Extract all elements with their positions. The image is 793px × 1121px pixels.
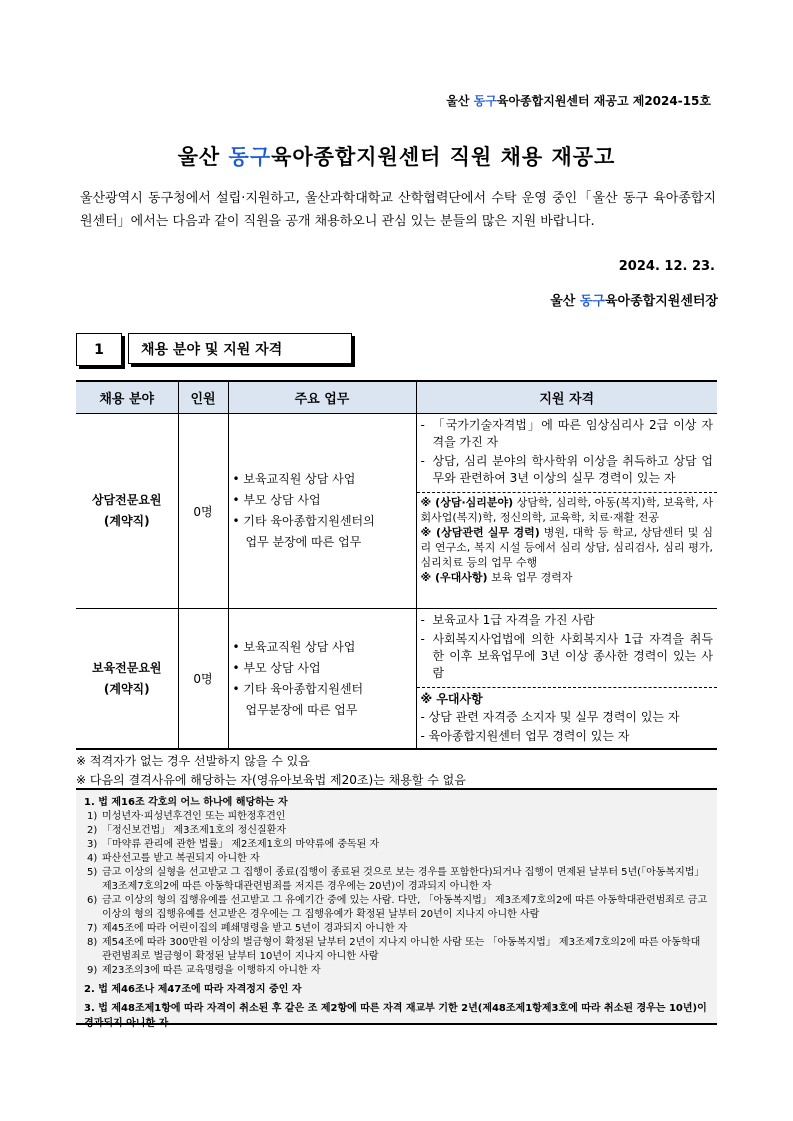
field-cell: 보육전문요원 (계약직) <box>76 609 178 750</box>
disqualification-item: 4) 파산선고를 받고 복권되지 아니한 자 <box>87 853 260 864</box>
count-cell: 0명 <box>178 414 228 609</box>
notice-highlight: 동구 <box>473 94 497 108</box>
table-row <box>76 609 717 750</box>
qualification-item: - 상담, 심리 분야의 학사학위 이상을 취득하고 상담 업무와 관련하여 3년 이상의 실무 경력이 있는 자 <box>420 454 713 485</box>
disqualification-box <box>76 788 717 1029</box>
notice-number: 울산 동구육아종합지원센터 재공고 제2024-15호 <box>446 94 711 108</box>
field-cell: 상담전문요원 (계약직) <box>76 414 178 609</box>
count-cell: 0명 <box>178 609 228 750</box>
qualification-cell <box>416 414 717 609</box>
header-qualifications: 지원 자격 <box>416 381 717 414</box>
section-title: 채용 분야 및 지원 자격 <box>128 333 352 364</box>
disqualification-heading: 1. 법 제16조 각호의 어느 하나에 해당하는 자 <box>84 797 288 808</box>
disqualification-item: 2) 「정신보건법」 제3조제1호의 정신질환자 <box>87 825 286 836</box>
header-field: 채용 분야 <box>76 381 178 414</box>
note-line: ※ 적격자가 없는 경우 선발하지 않을 수 있음 <box>76 754 310 768</box>
table-header-row <box>76 381 717 414</box>
announcement-date: 2024. 12. 23. <box>618 259 715 274</box>
disqualification-item: 8) 제54조에 따라 300만원 이상의 벌금형이 확정된 날부터 2년이 지나지 아니한 사람 또는 「아동복지법」 제3조제7호의2에 따른 아동학대관련범죄로 벌금형이 확정된 날부터 10년이 지나지 아니한 사람 <box>87 937 701 962</box>
disqualification-item: 7) 제45조에 따라 어린이집의 폐쇄명령을 받고 5년이 경과되지 아니한 자 <box>87 923 408 934</box>
preference-item: - 상담 관련 자격증 소지자 및 실무 경력이 있는 자 <box>420 710 680 724</box>
table-row <box>76 414 717 609</box>
disqualification-item: 9) 제23조의3에 따른 교육명령을 이행하지 아니한 자 <box>87 965 321 976</box>
title-highlight: 동구 <box>228 145 272 169</box>
qualification-cell <box>416 609 717 750</box>
duties-cell: • 보육교직원 상담 사업 • 부모 상담 사업 • 기타 육아종합지원센터 업무분장에 따른 업무 <box>228 609 416 750</box>
intro-paragraph: 울산광역시 동구청에서 설립·지원하고, 울산과학대학교 산학협력단에서 수탁 운영 중인「울산 동구 육아종합지원센터」에서는 다음과 같이 직원을 공개 채용하오니 관심 있는 분들의 많은 지원 바랍니다. <box>80 191 716 229</box>
preference-item: - 육아종합지원센터 업무 경력이 있는 자 <box>420 729 630 743</box>
disqualification-item: 5) 금고 이상의 실형을 선고받고 그 집행이 종료(집행이 종료된 것으로 보는 경우를 포함한다)되거나 집행이 면제된 날부터 5년(「아동복지법」 제3조제7호의2에 따른 아동학대관련범죄를 저지른 경우에는 20년)이 경과되지 아니한 자 <box>87 867 705 892</box>
qualification-item: - 「국가기술자격법」에 따른 임상심리사 2급 이상 자격을 가진 자 <box>420 418 713 449</box>
header-duties: 주요 업무 <box>228 381 416 414</box>
duties-cell: • 보육교직원 상담 사업 • 부모 상담 사업 • 기타 육아종합지원센터의 업무 분장에 따른 업무 <box>228 414 416 609</box>
recruitment-table <box>76 380 717 750</box>
disqualification-heading: 3. 법 제48조제1항에 따라 자격이 취소된 후 같은 조 제2항에 따른 자격 재교부 기한 2년(제48조제1항제3호에 따라 취소된 경우는 10년)이 경과되지 아니한 자 <box>84 1003 707 1029</box>
disqualification-item: 1) 미성년자·피성년후견인 또는 피한정후견인 <box>87 811 286 822</box>
header-count: 인원 <box>178 381 228 414</box>
disqualification-heading: 2. 법 제46조나 제47조에 따라 자격정지 중인 자 <box>84 984 302 995</box>
qualification-item: - 사회복지사업법에 의한 사회복지사 1급 자격을 취득한 이후 보육업무에 3년 이상 종사한 경력이 있는 사람 <box>420 632 713 680</box>
disqualification-item: 3) 「마약류 관리에 관한 법률」 제2조제1호의 마약류에 중독된 자 <box>87 839 380 850</box>
section-number: 1 <box>76 333 122 366</box>
signer: 울산 동구육아종합지원센터장 <box>550 294 718 309</box>
signer-highlight: 동구 <box>579 294 605 309</box>
page-title: 울산 동구육아종합지원센터 직원 채용 재공고 <box>177 145 616 169</box>
disqualification-item: 6) 금고 이상의 형의 집행유예를 선고받고 그 유예기간 중에 있는 사람. 다만, 「아동복지법」 제3조제7호의2에 따른 아동학대관련범죄로 금고 이상의 형의 집행유예를 선고받은 경우에는 그 집행유예가 확정된 날부터 20년이 지나지 아니한 사람 <box>87 895 708 920</box>
qualification-item: - 보육교사 1급 자격을 가진 사람 <box>420 613 595 627</box>
qualification-notes: ※ (상담·심리분야) 상담학, 심리학, 아동(복지)학, 보육학, 사회사업(복지)학, 정신의학, 교육학, 치료·재활 전공 ※ (상담관련 실무 경력) 병원, 대학 등 학교, 상담센터 및 심리 연구소, 복지 시설 등에서 심리 상담, 심리검사, 심리 평가, 심리치료 등의 업무 수행 ※ (우대사항) 보육 업무 경력자 <box>417 492 718 587</box>
preference-block: ※ 우대사항 - 상담 관련 자격증 소지자 및 실무 경력이 있는 자 - 육아종합지원센터 업무 경력이 있는 자 <box>417 687 718 748</box>
note-line: ※ 다음의 결격사유에 해당하는 자(영유아보육법 제20조)는 채용할 수 없음 <box>76 773 466 787</box>
